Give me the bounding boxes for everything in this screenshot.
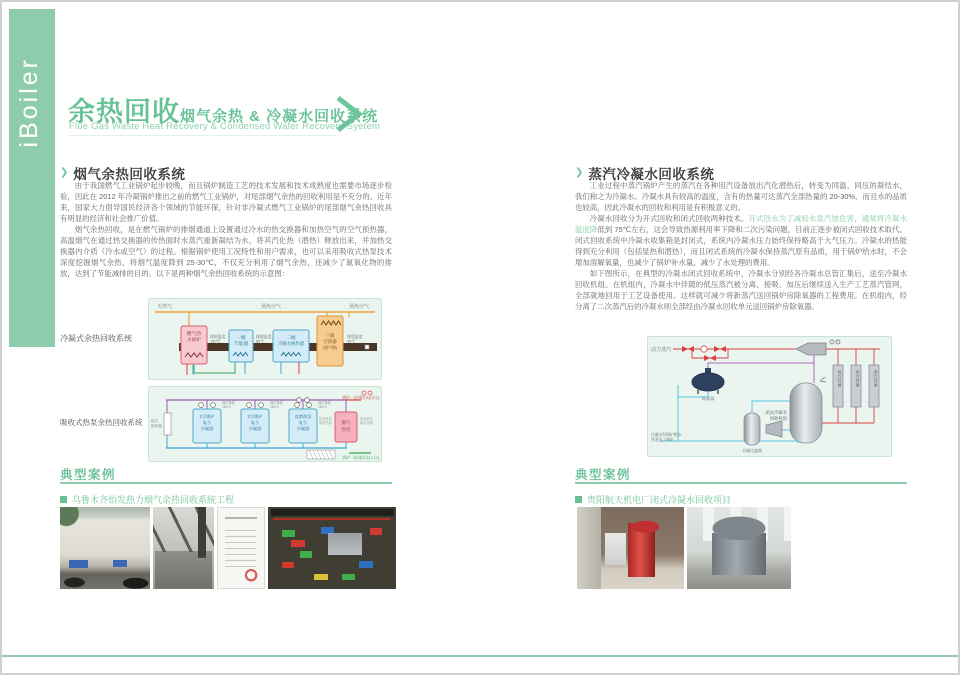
svg-text:冷凝水经锅炉给水: 冷凝水经锅炉给水 bbox=[651, 433, 682, 437]
svg-text:排烟温度: 排烟温度 bbox=[347, 334, 363, 339]
svg-text:锅炉一次网回水(入口): 锅炉一次网回水(入口) bbox=[342, 456, 379, 460]
svg-text:管道送入锅炉: 管道送入锅炉 bbox=[651, 438, 674, 442]
footer-rule bbox=[2, 655, 958, 657]
condenser-box-1 bbox=[193, 400, 236, 448]
svg-text:排烟温度: 排烟温度 bbox=[256, 334, 272, 339]
svg-text:水箱过滤器: 水箱过滤器 bbox=[742, 448, 762, 453]
svg-text:1号锅炉: 1号锅炉 bbox=[199, 414, 215, 419]
paragraph: 工业过程中蒸汽锅炉产生的蒸汽在各种用汽设备放出汽化潜热后，转变为同温、同压的凝结水，我们称之为冷凝水。冷凝水具有较高的温度，含有的热量可达蒸汽全部热量的 20-30%，而且水的品质也较高，因此冷凝水的回收和利用是有积极意义的。 bbox=[575, 181, 907, 212]
chevron-right-icon bbox=[332, 94, 366, 136]
case-photo-control-panel bbox=[268, 507, 396, 589]
svg-text:空预器: 空预器 bbox=[323, 339, 337, 344]
ejector-shape bbox=[796, 343, 826, 355]
svg-text:板式: 板式 bbox=[151, 419, 159, 423]
svg-text:复合: 复合 bbox=[202, 420, 212, 425]
svg-text:除氧器: 除氧器 bbox=[701, 396, 715, 401]
left-body-text bbox=[60, 180, 392, 279]
bullet-square-icon bbox=[575, 496, 582, 503]
highlighted-text: 开式回水为了减轻水泵汽蚀危害，通常将冷凝水温度降 bbox=[575, 214, 907, 234]
svg-text:(烟气侧): (烟气侧) bbox=[323, 346, 337, 350]
case-photo-building bbox=[60, 507, 150, 589]
svg-text:直燃热泵: 直燃热泵 bbox=[294, 414, 312, 419]
economizer1-box bbox=[229, 330, 253, 374]
svg-text:冷凝器: 冷凝器 bbox=[248, 426, 262, 431]
svg-text:预热空气: 预热空气 bbox=[261, 304, 282, 310]
diagram-right-svg bbox=[648, 337, 891, 456]
svg-text:用汽设备: 用汽设备 bbox=[855, 370, 861, 387]
page-title-sub: 烟气余热 & 冷凝水回收系统 bbox=[180, 108, 379, 125]
svg-text:用汽设备: 用汽设备 bbox=[873, 370, 879, 387]
right-section-title: 蒸汽冷凝水回收系统 bbox=[588, 167, 715, 182]
svg-text:复合: 复合 bbox=[250, 420, 260, 425]
svg-text:锅炉排烟: 锅炉排烟 bbox=[270, 401, 283, 405]
steam-equipment-rects bbox=[822, 349, 879, 423]
steam-line bbox=[673, 346, 796, 361]
economizer2-box bbox=[273, 330, 309, 374]
bullet-square-icon bbox=[60, 496, 67, 503]
svg-text:冷凝水换热器: 冷凝水换热器 bbox=[278, 341, 304, 346]
svg-text:<50℃: <50℃ bbox=[222, 405, 231, 409]
brand-logo: iBoiler bbox=[15, 57, 43, 148]
svg-text:冷凝器: 冷凝器 bbox=[200, 426, 214, 431]
svg-text:动力蒸汽: 动力蒸汽 bbox=[651, 347, 672, 353]
svg-text:天然气: 天然气 bbox=[157, 304, 173, 310]
svg-text:二级: 二级 bbox=[286, 336, 296, 341]
svg-text:冷凝器: 冷凝器 bbox=[296, 426, 310, 431]
diagram-condensate-recovery bbox=[647, 336, 892, 457]
diagram-heat-pump-recovery bbox=[148, 386, 382, 462]
flue-gas-heat-pump-box bbox=[319, 400, 374, 448]
page-title-main: 余热回收 bbox=[68, 97, 180, 127]
svg-text:水锅炉: 水锅炉 bbox=[186, 338, 202, 343]
case-photo-red-tank bbox=[577, 507, 684, 589]
condenser-box-2 bbox=[241, 400, 284, 448]
air-preheater-box bbox=[317, 316, 343, 366]
paragraph bbox=[575, 213, 907, 268]
case-photo-document bbox=[217, 507, 265, 589]
case-photo-stainless-tank bbox=[794, 507, 903, 589]
right-case-caption-text: 贵阳航天机电厂闭式冷凝水回收项目 bbox=[587, 495, 732, 505]
case-photo-gray-tank bbox=[687, 507, 791, 589]
svg-text:换热器: 换热器 bbox=[151, 424, 162, 428]
left-case-caption bbox=[60, 493, 234, 506]
paragraph: 如下图所示，在典型的冷凝水闭式回收系统中，冷凝水分别经各冷凝水总管汇集后，送至冷凝水回收机组。在机组内，冷凝水中伴随的低压蒸汽被分离、接吸、加压后继续送入生产工艺蒸汽管网，全部就地回用于工艺设备使用。这样就可减少将新蒸汽送回锅炉房除氧器的工程费用。在机组内，经分离了二次蒸汽后的冷凝水则全部经由冷凝水回收单元送回锅炉房除氧器。 bbox=[575, 269, 907, 311]
vapor-line bbox=[708, 355, 814, 383]
left-case-photos bbox=[60, 507, 396, 589]
diagram1-label: 冷凝式余热回收系统 bbox=[60, 334, 132, 343]
svg-text:闭式冷凝水: 闭式冷凝水 bbox=[765, 410, 787, 415]
svg-text:回收机组: 回收机组 bbox=[769, 416, 787, 421]
title-underline bbox=[68, 135, 336, 136]
svg-text:预热空气: 预热空气 bbox=[349, 304, 370, 310]
right-case-caption bbox=[575, 493, 731, 506]
svg-text:<50℃: <50℃ bbox=[318, 405, 327, 409]
svg-text:燃气热: 燃气热 bbox=[186, 332, 202, 337]
section-chevron-icon: ❯ bbox=[575, 167, 584, 178]
svg-text:锅炉一次网回水(出口): 锅炉一次网回水(出口) bbox=[342, 396, 379, 400]
svg-text:40℃: 40℃ bbox=[347, 338, 356, 344]
svg-text:驱动热源: 驱动热源 bbox=[319, 421, 332, 425]
svg-text:2号锅炉: 2号锅炉 bbox=[247, 414, 263, 419]
svg-text:150℃: 150℃ bbox=[210, 338, 221, 344]
case-photo-boiler-room bbox=[153, 507, 214, 589]
right-case-photos bbox=[577, 507, 903, 589]
svg-text:一级: 一级 bbox=[236, 336, 246, 341]
diagram1-svg bbox=[149, 299, 381, 379]
svg-text:节能器: 节能器 bbox=[233, 342, 249, 347]
svg-text:锅炉排烟: 锅炉排烟 bbox=[318, 401, 331, 405]
right-cases-heading: 典型案例 bbox=[575, 468, 632, 482]
svg-text:热泵: 热泵 bbox=[341, 427, 351, 432]
svg-text:<50℃: <50℃ bbox=[270, 405, 279, 409]
svg-text:80℃: 80℃ bbox=[256, 338, 265, 344]
svg-text:复合: 复合 bbox=[298, 420, 308, 425]
diagram2-svg bbox=[149, 387, 381, 461]
right-cases-rule bbox=[575, 482, 907, 484]
paragraph: 由于我国燃气工业锅炉起步较晚，而且锅炉制造工艺的技术发展和技术成熟度也需要市场逐步检验，因此在 2012 年冷凝锅炉推出之前的燃气工业锅炉，对尾部烟气余热的回收利用是不充分的。近年来，国家大力倡导国民经济各个领域的节能环保，针对非冷凝式燃气工业锅炉的尾部烟气余热回收具有明显的经济和社会推广价值。 bbox=[60, 181, 392, 223]
diagram2-label: 吸收式热泵余热回收系统 bbox=[60, 418, 143, 427]
svg-text:三级: 三级 bbox=[325, 333, 335, 338]
left-case-caption-text: 乌鲁木齐怡发热力烟气余热回收系统工程 bbox=[72, 495, 235, 505]
section-chevron-icon: ❯ bbox=[60, 167, 69, 178]
right-body-text bbox=[575, 180, 907, 312]
left-cases-heading: 典型案例 bbox=[60, 468, 117, 482]
left-cases-rule bbox=[60, 482, 392, 484]
svg-text:热泵机组: 热泵机组 bbox=[319, 417, 332, 421]
svg-text:烟气: 烟气 bbox=[341, 420, 351, 425]
svg-text:输出热源: 输出热源 bbox=[360, 421, 373, 425]
paragraph: 烟气余热回收，是在燃气锅炉的排烟通道上设置通过冷水的热交换器和加热空气的空气预热器，高温烟气在通过热交换器的传热面时水蒸汽重新凝结为水，将其汽化热（潜热）释放出来，并加热交换器内介质（冷水或空气）的过程。根据锅炉使用工况特性和用户需求，也可以采用吸收式热泵技术深度挖掘烟气余热，将烟气温度降到 25-30℃，不仅充分利用了烟气余热，还减少了氮氧化物的排放，达到了节能减排的目的。以下是两种烟气余热回收系统的示意图： bbox=[60, 225, 392, 278]
page-title-english: Flue Gas Waste Heat Recovery & Condensed Water Recovery Syetem bbox=[69, 121, 381, 132]
text-span: 冷凝水回收分为开式回收和闭式回收两种技术。 bbox=[589, 214, 749, 223]
brand-sidebar bbox=[9, 9, 55, 347]
left-section-title: 烟气余热回收系统 bbox=[73, 167, 186, 182]
diagram-condensing-recovery bbox=[148, 298, 382, 380]
text-span: 低到 75℃左右，这会导致热源利用率下降和二次污染问题，目前正逐步被闭式回收技术取代。闭式回收系统中冷凝水收集箱是封闭式，系统内冷凝水压力始终保持略高于大气压力。冷凝水的热能得到充分利用（包括显热和潜热），而且闭式系统的冷凝水保持蒸汽原有品质，用于锅炉给水时，不会增加溶解氧量，也减少了锅炉补水量，减少了水处理的费用。 bbox=[575, 225, 907, 267]
svg-text:热泵机组: 热泵机组 bbox=[360, 417, 373, 421]
svg-text:用汽设备: 用汽设备 bbox=[837, 370, 843, 387]
svg-text:排烟温度: 排烟温度 bbox=[210, 334, 226, 339]
svg-text:锅炉排烟: 锅炉排烟 bbox=[222, 401, 235, 405]
